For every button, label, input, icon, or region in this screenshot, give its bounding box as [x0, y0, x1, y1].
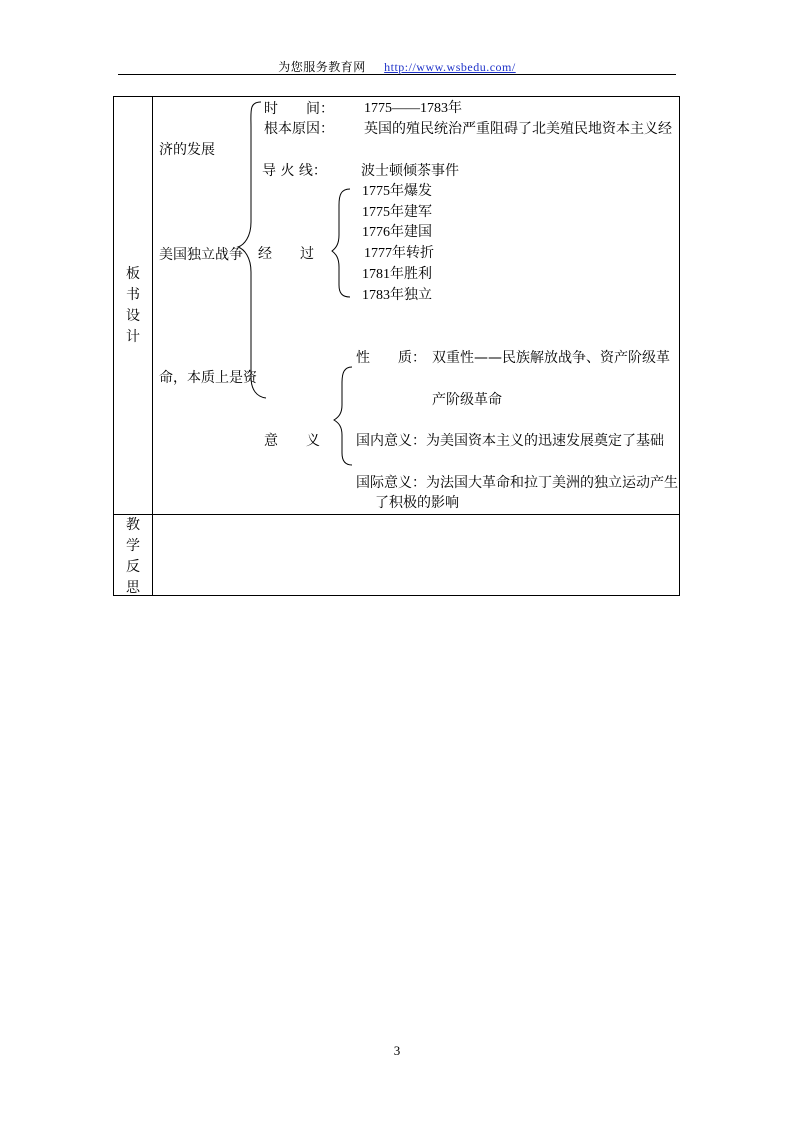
- left-text-2: 美国独立战争: [159, 247, 243, 263]
- left-text-1: 济的发展: [159, 142, 215, 158]
- nature-value-2: 产阶级革命: [432, 392, 502, 408]
- nature-value-1: 双重性——民族解放战争、资产阶级革: [432, 350, 670, 366]
- domestic-significance: 国内意义：为美国资本主义的迅速发展奠定了基础: [356, 433, 664, 449]
- time-label: 时 间：: [264, 101, 334, 117]
- international-significance-1: 国际意义：为法国大革命和拉丁美洲的独立运动产生: [356, 475, 678, 491]
- cause-value: 英国的殖民统治严重阻碍了北美殖民地资本主义经: [364, 121, 672, 137]
- fuse-value: 波士顿倾茶事件: [361, 163, 459, 179]
- international-significance-2: 了积极的影响: [375, 495, 459, 511]
- header-divider: [118, 74, 676, 75]
- process-event: 1777年转折: [364, 246, 434, 261]
- significance-brace: [334, 367, 352, 465]
- time-value: 1775——1783年: [364, 101, 462, 116]
- cause-label: 根本原因：: [264, 121, 334, 137]
- page-header: [118, 58, 676, 75]
- fuse-label: 导 火 线：: [262, 163, 327, 179]
- process-label: 经 过: [258, 246, 314, 262]
- nature-label: 性 质：: [356, 350, 426, 366]
- process-event: 1781年胜利: [362, 267, 432, 282]
- board-design-label: 板 书 设 计: [126, 266, 140, 345]
- process-brace: [332, 189, 350, 297]
- left-text-3: 命，本质上是资: [159, 370, 257, 386]
- teaching-reflection-label: 教 学 反 思: [126, 517, 140, 596]
- site-name: 为您服务教育网: [278, 60, 366, 74]
- lesson-table: [113, 96, 680, 596]
- site-url-link[interactable]: http://www.wsbedu.com/: [384, 60, 516, 74]
- process-event: 1783年独立: [362, 288, 432, 303]
- process-event: 1775年建军: [362, 205, 432, 220]
- page-number: 3: [393, 1043, 401, 1058]
- significance-label: 意 义: [264, 433, 320, 449]
- process-event: 1775年爆发: [362, 184, 432, 199]
- process-event: 1776年建国: [362, 225, 432, 240]
